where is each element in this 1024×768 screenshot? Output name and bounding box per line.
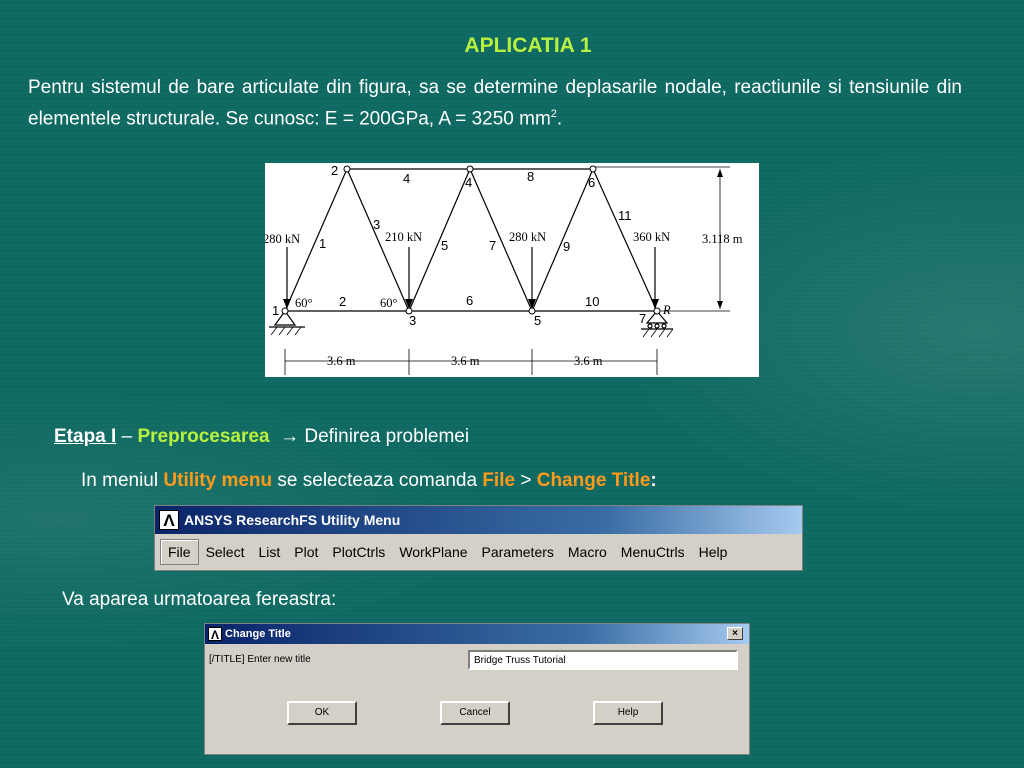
node-6 [590,166,596,172]
dimension-label-1: 3.6 m [327,354,356,368]
truss-diagram [265,163,759,377]
node-1 [282,308,288,314]
utility-menu-titlebar [155,506,802,534]
angle-label-1: 60° [295,296,313,310]
node-label-2: 2 [331,163,339,178]
element-label-7: 7 [489,238,497,253]
node-label-6: 6 [588,175,596,190]
ok-button[interactable]: OK [287,701,357,725]
title-field-label: [/TITLE] Enter new title [209,654,311,665]
dimension-label-3: 3.6 m [574,354,603,368]
utility-menu-title: ANSYS ResearchFS Utility Menu [184,512,401,528]
element-label-11: 11 [618,208,632,223]
node-label-3: 3 [409,313,417,328]
load-label-3: 280 kN [509,230,547,244]
problem-text-superscript: 2 [550,108,557,120]
angle-label-2: 60° [380,296,398,310]
menu-instruction-gt: > [520,470,532,491]
menu-instruction-prefix: In meniul [81,470,159,491]
truss-figure [265,163,759,377]
utility-menubar [155,534,802,570]
dimension-label-2: 3.6 m [451,354,480,368]
change-title-dialog [204,623,750,755]
menu-instruction-file: File [482,470,516,491]
menu-plot[interactable]: Plot [294,544,319,560]
load-label-2: 210 kN [385,230,423,244]
load-label-4: 360 kN [633,230,671,244]
close-icon[interactable]: × [727,627,743,640]
cancel-button[interactable]: Cancel [440,701,510,725]
step-etapa: Etapa I [54,426,117,447]
node-label-4: 4 [465,175,473,190]
dialog-title: Change Title [225,628,291,640]
menu-instruction-utility: Utility menu [163,470,273,491]
node-label-7: 7 [639,311,647,326]
load-label-1: 280 kN [265,232,301,246]
menu-menuctrls[interactable]: MenuCtrls [620,544,685,560]
menu-instruction-colon: : [650,470,657,491]
menu-parameters[interactable]: Parameters [481,544,554,560]
element-label-5: 5 [441,238,449,253]
step-description: Definirea problemei [304,426,470,447]
menu-instruction-middle: se selecteaza comanda [277,470,478,491]
menu-help[interactable]: Help [698,544,728,560]
ansys-logo-icon: Λ [159,510,179,530]
dialog-titlebar [205,624,749,644]
problem-text-end: . [556,108,563,130]
arrow-icon: → [280,426,300,447]
element-label-1: 1 [319,236,327,251]
element-label-2: 2 [339,294,347,309]
element-label-9: 9 [563,239,571,254]
element-label-10: 10 [585,294,600,309]
step-dash: – [121,426,133,447]
ansys-logo-icon: Λ [208,627,222,641]
help-button[interactable]: Help [593,701,663,725]
node-4 [467,166,473,172]
node-label-1: 1 [272,303,280,318]
window-instruction: Va aparea urmatoarea fereastra: [62,589,337,610]
reaction-label: R [663,303,671,317]
menu-plotctrls[interactable]: PlotCtrls [332,544,386,560]
menu-list[interactable]: List [258,544,281,560]
menu-file[interactable]: File [160,539,199,565]
element-label-8: 8 [527,169,535,184]
menu-macro[interactable]: Macro [567,544,607,560]
node-2 [344,166,350,172]
step-heading [54,426,469,448]
node-label-5: 5 [534,313,542,328]
problem-text-main: Pentru sistemul de bare articulate din figura, sa se determine deplasarile nodale, reactiunile si tensiunile din elementele structurale. Se cunosc: E = 200GPa, A = 3250 mm [28,77,962,130]
element-label-3: 3 [373,217,381,232]
menu-instruction [81,470,657,492]
ansys-utility-menu-window [154,505,803,571]
menu-workplane[interactable]: WorkPlane [399,544,468,560]
element-label-6: 6 [466,293,474,308]
menu-instruction-change-title: Change Title [536,470,651,491]
height-label: 3.118 m [702,232,743,246]
slide-title: APLICATIA 1 [464,34,592,57]
menu-select[interactable]: Select [205,544,245,560]
element-label-4: 4 [403,171,411,186]
step-phase: Preprocesarea [137,426,270,447]
title-input[interactable] [468,650,738,670]
node-7 [654,308,660,314]
problem-statement [28,74,962,132]
